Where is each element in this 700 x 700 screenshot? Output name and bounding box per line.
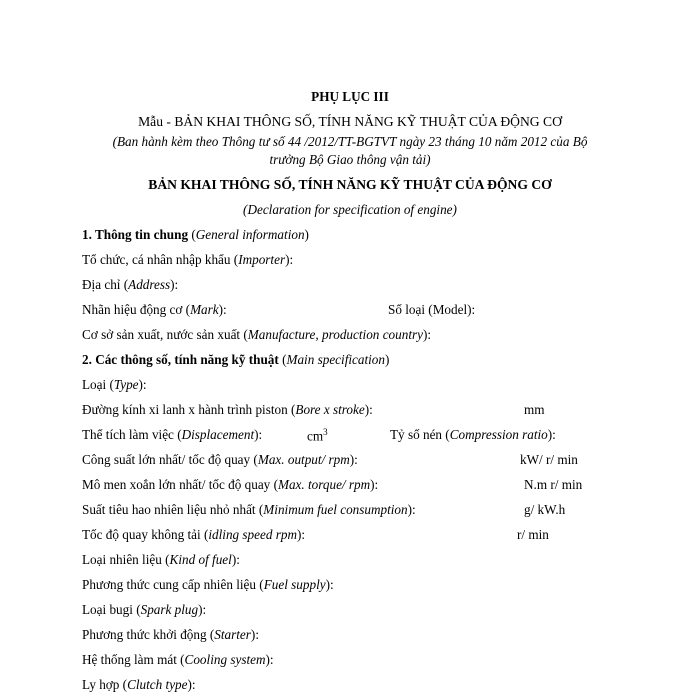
idle-speed-field: Tốc độ quay không tải (idling speed rpm): (82, 527, 306, 542)
declaration-title: BẢN KHAI THÔNG SỐ, TÍNH NĂNG KỸ THUẬT CỦA ĐỘNG CƠ (148, 177, 552, 192)
issued-note-line2: trưởng Bộ Giao thông vận tải) (269, 152, 431, 167)
model-field: Số loại (Model): (388, 302, 476, 317)
address-field: Địa chỉ (Address): (82, 277, 179, 292)
issued-note-line1: (Ban hành kèm theo Thông tư số 44 /2012/TT-BGTVT ngày 23 tháng 10 năm 2012 của Bộ (112, 134, 588, 149)
manufacture-field: Cơ sở sản xuất, nước sản xuất (Manufacture, production country): (82, 327, 432, 342)
displacement-field: Thể tích làm việc (Displacement): (82, 427, 263, 442)
declaration-subtitle: (Declaration for specification of engine) (243, 202, 457, 217)
displacement-unit: $cm^3$ (307, 427, 328, 444)
max-output-field: Công suất lớn nhất/ tốc độ quay (Max. output/ rpm): (82, 452, 358, 467)
bore-stroke-field: Đường kính xi lanh x hành trình piston (Bore x stroke): (82, 402, 373, 417)
fuel-supply-field: Phương thức cung cấp nhiên liệu (Fuel supply): (82, 577, 334, 592)
fuel-consumption-field: Suất tiêu hao nhiên liệu nhỏ nhất (Minimum fuel consumption): (82, 502, 416, 517)
section2-heading: 2. Các thông số, tính năng kỹ thuật (Main specification) (82, 352, 390, 367)
form-title: Mẫu - BẢN KHAI THÔNG SỐ, TÍNH NĂNG KỸ THUẬT CỦA ĐỘNG CƠ (138, 114, 562, 129)
clutch-type-field: Ly hợp (Clutch type): (82, 677, 196, 692)
max-torque-unit: N.m r/ min (524, 477, 583, 492)
type-field: Loại (Type): (82, 377, 147, 392)
compression-ratio-field: Tỷ số nén (Compression ratio): (390, 427, 556, 442)
max-output-unit: kW/ r/ min (520, 452, 578, 467)
idle-speed-unit: r/ min (517, 527, 549, 542)
fuel-consumption-unit: g/ kW.h (524, 502, 566, 517)
spark-plug-field: Loại bugi (Spark plug): (82, 602, 207, 617)
bore-stroke-unit: mm (524, 402, 545, 417)
cooling-system-field: Hệ thống làm mát (Cooling system): (82, 652, 274, 667)
appendix-title: PHỤ LỤC III (311, 89, 389, 104)
section1-heading: 1. Thông tin chung (General information) (82, 227, 309, 242)
starter-field: Phương thức khởi động (Starter): (82, 627, 259, 642)
max-torque-field: Mô men xoắn lớn nhất/ tốc độ quay (Max. torque/ rpm): (82, 477, 379, 492)
mark-field: Nhãn hiệu động cơ (Mark): (82, 302, 227, 317)
importer-field: Tổ chức, cá nhân nhập khẩu (Importer): (82, 252, 294, 267)
fuel-kind-field: Loại nhiên liệu (Kind of fuel): (82, 552, 240, 567)
